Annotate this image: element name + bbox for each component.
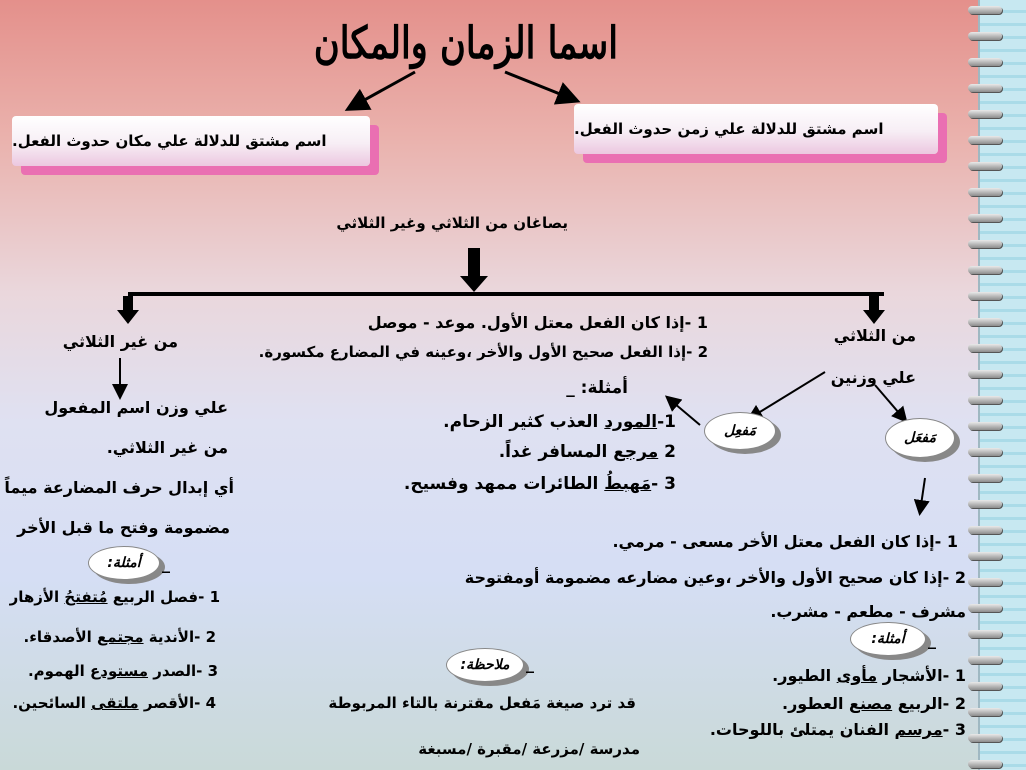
formation-text: يصاغان من الثلاثي وغير الثلاثي bbox=[336, 214, 568, 232]
right-examples-oval: أمثلة: bbox=[850, 622, 926, 656]
right-example-2 bbox=[782, 694, 966, 713]
spiral-ring bbox=[968, 760, 1002, 768]
example-keyword: مجتمع bbox=[97, 628, 144, 646]
arrow-down-right-rules bbox=[920, 478, 925, 512]
arrow-to-maf3al bbox=[875, 385, 905, 420]
left-example-3 bbox=[28, 662, 218, 680]
example-rest: العطور. bbox=[782, 694, 850, 713]
example-rest: السائحين. bbox=[12, 694, 92, 712]
spiral-ring bbox=[968, 370, 1002, 378]
spiral-ring bbox=[968, 682, 1002, 690]
left-line-2: من غير الثلاثي. bbox=[106, 438, 228, 457]
spiral-ring bbox=[968, 422, 1002, 430]
example-number: 2 - bbox=[942, 694, 966, 713]
example-rest: الأزهار bbox=[9, 588, 65, 606]
example-keyword: مرجع bbox=[613, 442, 659, 462]
example-pre: فصل الربيع bbox=[107, 588, 199, 606]
spiral-ring bbox=[968, 292, 1002, 300]
spiral-ring bbox=[968, 84, 1002, 92]
example-number: 1- bbox=[657, 412, 676, 432]
example-keyword: مرسم bbox=[894, 720, 943, 739]
middle-example-2 bbox=[499, 442, 676, 462]
note-line: قد ترد صيغة مَفعل مقترنة بالتاء المربوطة bbox=[328, 694, 636, 712]
middle-rule-2: 2 -إذا الفعل صحيح الأول والأخر ،وعينه في المضارع مكسورة. bbox=[258, 343, 708, 361]
example-number: 3 - bbox=[942, 720, 966, 739]
spiral-ring bbox=[968, 656, 1002, 664]
middle-example-1 bbox=[443, 412, 676, 432]
middle-examples-label: أمثلة: _ bbox=[566, 378, 628, 398]
left-branch-shaft bbox=[123, 296, 133, 310]
spiral-ring bbox=[968, 318, 1002, 326]
example-keyword: ملتقى bbox=[91, 694, 139, 712]
example-number: 2 bbox=[658, 442, 676, 462]
example-number: 3 - bbox=[196, 662, 218, 680]
example-rest: الطيور. bbox=[772, 666, 837, 685]
left-example-2 bbox=[24, 628, 217, 646]
example-number: 4 - bbox=[194, 694, 216, 712]
note-examples: مدرسة /مزرعة /مقبرة /مسبغة bbox=[418, 740, 640, 758]
left-line-4: مضمومة وفتح ما قبل الأخر bbox=[17, 518, 230, 537]
example-pre: الأقصر bbox=[138, 694, 195, 712]
example-pre: الأندية bbox=[143, 628, 195, 646]
right-branch-shaft bbox=[869, 296, 879, 310]
example-rest: العذب كثير الزحام. bbox=[443, 412, 605, 432]
example-keyword: مُتفتحُ bbox=[64, 588, 108, 606]
left-examples-oval: أمثلة: bbox=[88, 546, 160, 580]
branch-trilateral: من الثلاثي bbox=[833, 326, 916, 345]
example-keyword: مأوى bbox=[836, 666, 878, 685]
arrow-to-maf3il bbox=[750, 372, 825, 418]
arrow-to-place-box bbox=[350, 72, 415, 108]
spiral-ring bbox=[968, 708, 1002, 716]
spiral-ring bbox=[968, 32, 1002, 40]
spiral-ring bbox=[968, 266, 1002, 274]
right-example-1 bbox=[772, 666, 966, 685]
spiral-ring bbox=[968, 734, 1002, 742]
example-rest: الفنان يمتلئ باللوحات. bbox=[709, 720, 895, 739]
spiral-ring bbox=[968, 578, 1002, 586]
spiral-ring bbox=[968, 448, 1002, 456]
right-rule-2: 2 -إذا كان صحيح الأول والأخر ،وعين مضارعه مضمومة أومفتوحة bbox=[464, 568, 966, 587]
spiral-ring bbox=[968, 162, 1002, 170]
example-rest: المسافر غداً. bbox=[498, 442, 614, 462]
pattern-maf3al-oval: مَفعَل bbox=[885, 418, 955, 458]
notebook-spiral bbox=[978, 0, 1026, 770]
left-example-1 bbox=[10, 588, 220, 606]
thick-down-arrow-shaft bbox=[468, 248, 480, 276]
spiral-ring bbox=[968, 6, 1002, 14]
note-dash: _ bbox=[526, 654, 534, 673]
right-rule-1: 1 -إذا كان الفعل معتل الأخر مسعى - مرمي. bbox=[612, 532, 958, 551]
spiral-ring bbox=[968, 630, 1002, 638]
spiral-ring bbox=[968, 214, 1002, 222]
left-line-1: علي وزن اسم المفعول bbox=[44, 398, 228, 417]
spiral-ring bbox=[968, 396, 1002, 404]
spiral-ring bbox=[968, 474, 1002, 482]
spiral-ring bbox=[968, 500, 1002, 508]
middle-rule-1: 1 -إذا كان الفعل معتل الأول. موعد - موصل bbox=[367, 313, 708, 332]
example-number: 3 - bbox=[651, 474, 676, 494]
example-pre: الصدر bbox=[148, 662, 197, 680]
left-line-3: أي إبدال حرف المضارعة ميماً bbox=[4, 478, 234, 497]
example-keyword: مصنع bbox=[849, 694, 893, 713]
example-pre: الربيع bbox=[892, 694, 943, 713]
spiral-ring bbox=[968, 240, 1002, 248]
example-rest: الهموم. bbox=[27, 662, 90, 680]
spiral-ring bbox=[968, 344, 1002, 352]
time-definition-box: اسم مشتق للدلالة علي زمن حدوث الفعل. bbox=[574, 104, 938, 154]
spiral-ring bbox=[968, 110, 1002, 118]
example-number: 1 - bbox=[198, 588, 220, 606]
note-oval: ملاحظة: bbox=[446, 648, 524, 682]
pattern-maf3il-oval: مَفعِل bbox=[704, 412, 776, 450]
example-number: 1 - bbox=[942, 666, 966, 685]
right-rule-2b: مشرف - مطعم - مشرب. bbox=[770, 602, 966, 621]
spiral-ring bbox=[968, 188, 1002, 196]
left-examples-dash: _ bbox=[162, 554, 170, 573]
spiral-ring bbox=[968, 604, 1002, 612]
example-keyword: المورد bbox=[604, 412, 658, 432]
right-branch-head bbox=[863, 310, 885, 324]
thick-down-arrow-head bbox=[460, 276, 488, 292]
arrow-to-time-box bbox=[505, 72, 575, 100]
middle-example-3 bbox=[404, 474, 676, 494]
branch-non-trilateral: من غير الثلاثي bbox=[62, 332, 178, 351]
two-patterns-label: علي وزنين bbox=[830, 368, 916, 387]
left-branch-head bbox=[117, 310, 139, 324]
example-keyword: مَهبطُ bbox=[604, 474, 652, 494]
example-rest: الأصدقاء. bbox=[23, 628, 98, 646]
right-example-3 bbox=[710, 720, 966, 739]
example-number: 2 - bbox=[194, 628, 216, 646]
right-examples-dash: _ bbox=[928, 630, 936, 649]
spiral-ring bbox=[968, 526, 1002, 534]
page-title: اسما الزمان والمكان bbox=[313, 18, 618, 69]
spiral-ring bbox=[968, 58, 1002, 66]
example-keyword: مستودع bbox=[90, 662, 149, 680]
place-definition-box: اسم مشتق للدلالة علي مكان حدوث الفعل. bbox=[12, 116, 370, 166]
example-rest: الطائرات ممهد وفسيح. bbox=[403, 474, 605, 494]
example-pre: الأشجار bbox=[877, 666, 943, 685]
spiral-ring bbox=[968, 136, 1002, 144]
spiral-ring bbox=[968, 552, 1002, 560]
left-example-4 bbox=[12, 694, 216, 712]
